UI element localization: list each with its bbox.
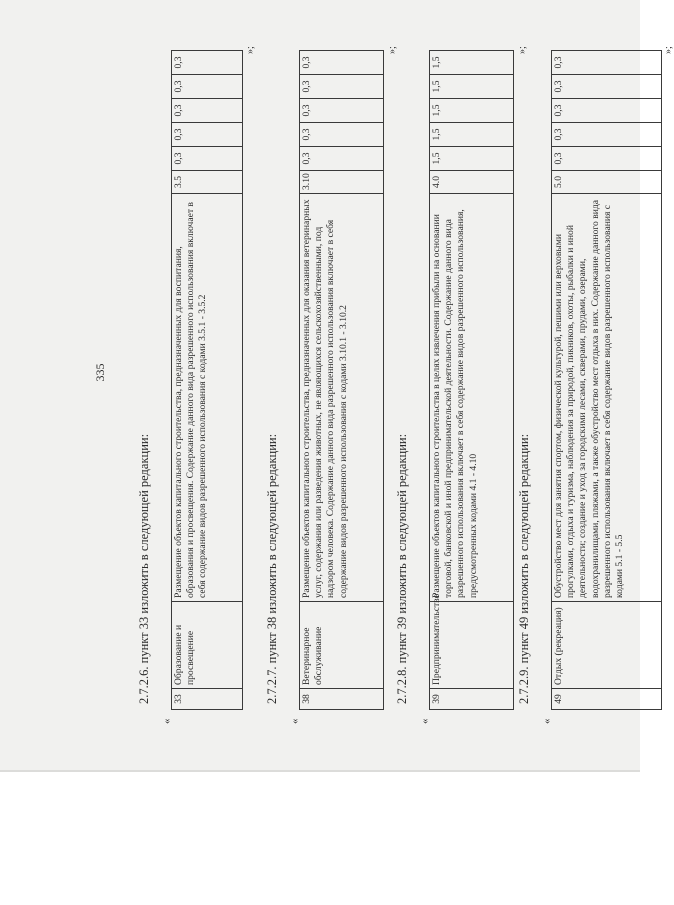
row-value: 0,3 <box>552 99 662 123</box>
row-value: 0,3 <box>172 51 243 75</box>
row-value: 0,3 <box>300 147 384 171</box>
row-value: 0,3 <box>300 123 384 147</box>
section-heading: 2.7.2.7. пункт 38 изложить в следующей редакции: <box>265 433 279 704</box>
close-quote: »; <box>663 46 674 54</box>
open-quote: « <box>161 718 173 724</box>
section-heading: 2.7.2.6. пункт 33 изложить в следующей редакции: <box>137 433 151 704</box>
row-value: 1,5 <box>430 123 514 147</box>
row-number: 33 <box>172 689 243 710</box>
open-quote: « <box>419 718 431 724</box>
page-number: 335 <box>93 363 107 382</box>
row-value: 0,3 <box>300 75 384 99</box>
table-row-49 <box>551 50 662 710</box>
row-name: Ветеринарное обслуживание <box>300 602 384 689</box>
close-quote: »; <box>517 46 528 54</box>
row-description: Размещение объектов капитального строительства, предназначенных для оказания ветеринарных услуг, содержания или разведения животных, не являющихся сельскохозяйственными, под надзором человека. Содержание данного вида разрешенного использования включает в себя содержание видов разрешенного использования с кодами 3.10.1 - 3.10.2 <box>300 194 384 602</box>
row-value: 1,5 <box>430 51 514 75</box>
rotated-document <box>85 0 674 745</box>
row-code: 3.10 <box>300 171 384 194</box>
row-value: 0,3 <box>172 147 243 171</box>
row-description: Обустройство мест для занятия спортом, физической культурой, пешими или верховыми прогулками, отдыха и туризма, наблюдения за природой, пикников, охоты, рыбалки и иной деятельности; создание и уход за городскими лесами, скверами, прудами, озерами, водохранилищами, пляжами, а также обустройство мест отдыха в них. Содержание данного вида разрешенного использования включает в себя содержание видов разрешенного использования с кодами 5.1 - 5.5 <box>552 194 662 602</box>
table-row-39 <box>429 50 514 710</box>
row-value: 0,3 <box>172 123 243 147</box>
row-value: 0,3 <box>300 51 384 75</box>
close-quote: »; <box>245 46 256 54</box>
open-quote: « <box>541 718 553 724</box>
row-code: 4.0 <box>430 171 514 194</box>
row-number: 39 <box>430 689 514 710</box>
table-row-38 <box>299 50 384 710</box>
row-description: Размещение объектов капитального строительства в целях извлечения прибыли на основании торговой, банковской и иной предпринимательской деятельности. Содержание данного вида разрешенного использования включает в себя содержание видов разрешенного использования, предусмотренных кодами 4.1 - 4.10 <box>430 194 514 602</box>
section-heading: 2.7.2.8. пункт 39 изложить в следующей редакции: <box>395 433 409 704</box>
scan-edge <box>0 770 640 772</box>
close-quote: »; <box>387 46 398 54</box>
row-number: 49 <box>552 689 662 710</box>
row-value: 1,5 <box>430 75 514 99</box>
row-name: Отдых (рекреация) <box>552 602 662 689</box>
row-number: 38 <box>300 689 384 710</box>
row-description: Размещение объектов капитального строительства, предназначенных для воспитания, образования и просвещения. Содержание данного вида разрешенного использования включает в себя содержание видов разрешенного использования с кодами 3.5.1 - 3.5.2 <box>172 194 243 602</box>
row-value: 0,3 <box>552 147 662 171</box>
table-row-33 <box>171 50 243 710</box>
row-value: 0,3 <box>300 99 384 123</box>
row-value: 1,5 <box>430 147 514 171</box>
row-name: Образование и просвещение <box>172 602 243 689</box>
row-value: 0,3 <box>552 123 662 147</box>
row-code: 5.0 <box>552 171 662 194</box>
open-quote: « <box>289 718 301 724</box>
row-value: 0,3 <box>552 51 662 75</box>
row-value: 0,3 <box>172 75 243 99</box>
row-value: 1,5 <box>430 99 514 123</box>
row-code: 3.5 <box>172 171 243 194</box>
row-name: Предпринимательство <box>430 602 514 689</box>
section-heading: 2.7.2.9. пункт 49 изложить в следующей редакции: <box>517 433 531 704</box>
row-value: 0,3 <box>552 75 662 99</box>
row-value: 0,3 <box>172 99 243 123</box>
